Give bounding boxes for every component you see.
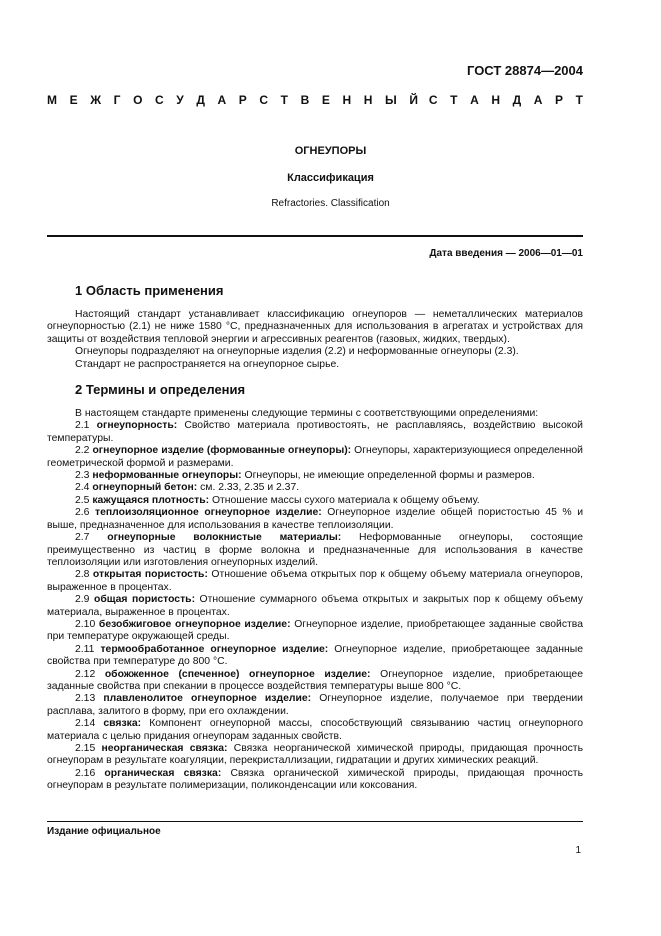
- term-text: Огнеупорное изделие, приобретающее заданные свойства при температуре окружающей среды.: [47, 618, 583, 643]
- section-2-intro: В настоящем стандарте применены следующие термины с соответствующими определениями:: [75, 408, 539, 420]
- term-text: Огнеупорное изделие, приобретающее заданные свойства при температуре до 800 °С.: [47, 643, 583, 668]
- term-number: 2.1: [75, 420, 97, 432]
- term-name: теплоизоляционное огнеупорное изделие:: [94, 507, 322, 519]
- document-title: ОГНЕУПОРЫ: [294, 145, 367, 157]
- term-name: плавленолитое огнеупорное изделие:: [103, 693, 312, 705]
- term-definition: [47, 693, 583, 718]
- term-text: Неформованные огнеупоры, состоящие преимущественно из частиц в форме волокна и предназначенные для использования в качестве теплоизоляции или изготовления огнеупорных изделий.: [47, 532, 583, 568]
- section-2-heading: 2 Термины и определения: [75, 382, 246, 398]
- term-text: Компонент огнеупорной массы, способствующий связыванию частиц огнеупорного материала с целью придания огнеупорам заданных свойств.: [47, 718, 583, 742]
- term-definition: [47, 495, 583, 507]
- term-number: 2.10: [75, 618, 99, 630]
- term-name: общая пористость:: [93, 594, 196, 606]
- term-text: Отношение массы сухого материала к общему объему.: [209, 494, 480, 506]
- term-definition: [47, 482, 583, 494]
- term-number: 2.4: [75, 482, 93, 494]
- term-definition: [47, 532, 583, 569]
- term-text: Отношение объема открытых пор к общему объему материала огнеупоров, выраженное в процентах.: [47, 569, 583, 593]
- term-name: безобжиговое огнеупорное изделие:: [98, 618, 291, 630]
- term-name: огнеупорные волокнистые материалы:: [107, 532, 342, 544]
- term-number: 2.13: [75, 693, 104, 705]
- terms-list: [47, 420, 583, 792]
- term-name: кажущаяся плотность:: [92, 494, 210, 506]
- term-number: 2.6: [75, 507, 95, 519]
- document-body: [47, 283, 583, 793]
- term-number: 2.16: [75, 767, 105, 779]
- term-number: 2.15: [75, 743, 102, 754]
- term-name: огнеупорное изделие (формованные огнеупоры):: [92, 445, 352, 457]
- section-1-paragraph: Огнеупоры подразделяют на огнеупорные изделия (2.2) и неформованные огнеупоры (2.3).: [75, 346, 519, 358]
- top-divider: [47, 235, 583, 237]
- page-number: 1: [575, 845, 581, 856]
- term-number: 2.14: [75, 718, 104, 730]
- term-definition: [47, 470, 583, 482]
- term-number: 2.12: [75, 668, 105, 680]
- term-definition: [47, 768, 583, 793]
- term-name: органическая связка:: [104, 767, 222, 779]
- term-text: Огнеупоры, не имеющие определенной формы и размеров.: [241, 470, 535, 482]
- english-title: Refractories. Classification: [271, 198, 390, 209]
- edition-label: Издание официальное: [47, 826, 161, 837]
- term-name: связка:: [103, 718, 142, 730]
- term-name: открытая пористость:: [92, 569, 208, 581]
- term-number: 2.8: [75, 569, 93, 581]
- term-name: неформованные огнеупоры:: [92, 470, 242, 482]
- term-definition: [47, 619, 583, 644]
- term-definition: [47, 669, 583, 694]
- term-name: термообработанное огнеупорное изделие:: [100, 643, 329, 655]
- banner-right: С Т А Н Д А Р Т: [428, 93, 583, 107]
- term-definition: [47, 420, 583, 445]
- term-definition: [47, 743, 583, 768]
- term-text: Связка органической химической природы, придающая прочность огнеупорам в результате полимеризации, поликонденсации или коксования.: [47, 767, 583, 792]
- term-text: Огнеупоры, характеризующиеся определенной геометрической формой и размерами.: [47, 445, 583, 469]
- term-text: Связка неорганической химической природы, придающая прочность огнеупорам в результате коагуляции, перекристаллизации, гидратации и других химических реакций.: [47, 743, 583, 767]
- term-name: обожженное (спеченное) огнеупорное изделие:: [104, 668, 371, 680]
- section-1-paragraph: Стандарт не распространяется на огнеупорное сырье.: [75, 358, 340, 370]
- term-definition: [47, 594, 583, 619]
- term-definition: [47, 445, 583, 470]
- effective-date: Дата введения — 2006—01—01: [429, 248, 583, 259]
- section-1-paragraph: Настоящий стандарт устанавливает классификацию огнеупоров — неметаллических материалов огнеупорностью (2.1) не ниже 1580 °С, предназначенных для использования в агрегатах и устройствах для защиты от воздействия тепловой энергии и агрессивных реагентов (газовых, жидких, твердых).: [47, 309, 583, 345]
- term-name: огнеупорность:: [96, 420, 178, 432]
- term-name: неорганическая связка:: [101, 743, 228, 754]
- document-subtitle: Классификация: [287, 172, 374, 184]
- term-text: Огнеупорное изделие, приобретающее заданные свойства при спекании в процессе воздействия температуры выше 800 °С.: [47, 668, 583, 692]
- term-number: 2.5: [75, 494, 93, 506]
- term-text: Свойство материала противостоять, не расплавляясь, воздействию высокой температуры.: [47, 420, 583, 444]
- term-definition: [47, 718, 583, 743]
- section-1-heading: 1 Область применения: [75, 283, 224, 298]
- term-definition: [47, 644, 583, 669]
- term-number: 2.7: [75, 532, 108, 544]
- bottom-divider: [47, 821, 583, 822]
- term-number: 2.2: [75, 445, 93, 457]
- term-definition: [47, 569, 583, 594]
- term-number: 2.9: [75, 594, 94, 606]
- term-number: 2.11: [75, 643, 101, 655]
- banner-left: М Е Ж Г О С У Д А Р С Т В Е Н Н Ы Й: [47, 93, 418, 107]
- term-number: 2.3: [75, 470, 93, 482]
- document-code: ГОСТ 28874—2004: [467, 63, 583, 78]
- term-text: Огнеупорное изделие общей пористостью 45 % и выше, предназначенное для использования в качестве теплоизоляции.: [47, 507, 583, 531]
- term-text: Отношение суммарного объема открытых и закрытых пор к общему объему материала, выраженное в процентах.: [47, 594, 583, 618]
- term-name: огнеупорный бетон:: [92, 482, 198, 494]
- term-text: Огнеупорное изделие, получаемое при твердении расплава, залитого в форму, при его охлаждении.: [47, 693, 583, 717]
- term-definition: [47, 507, 583, 532]
- term-text: см. 2.33, 2.35 и 2.37.: [197, 482, 300, 494]
- standard-banner: [47, 93, 583, 107]
